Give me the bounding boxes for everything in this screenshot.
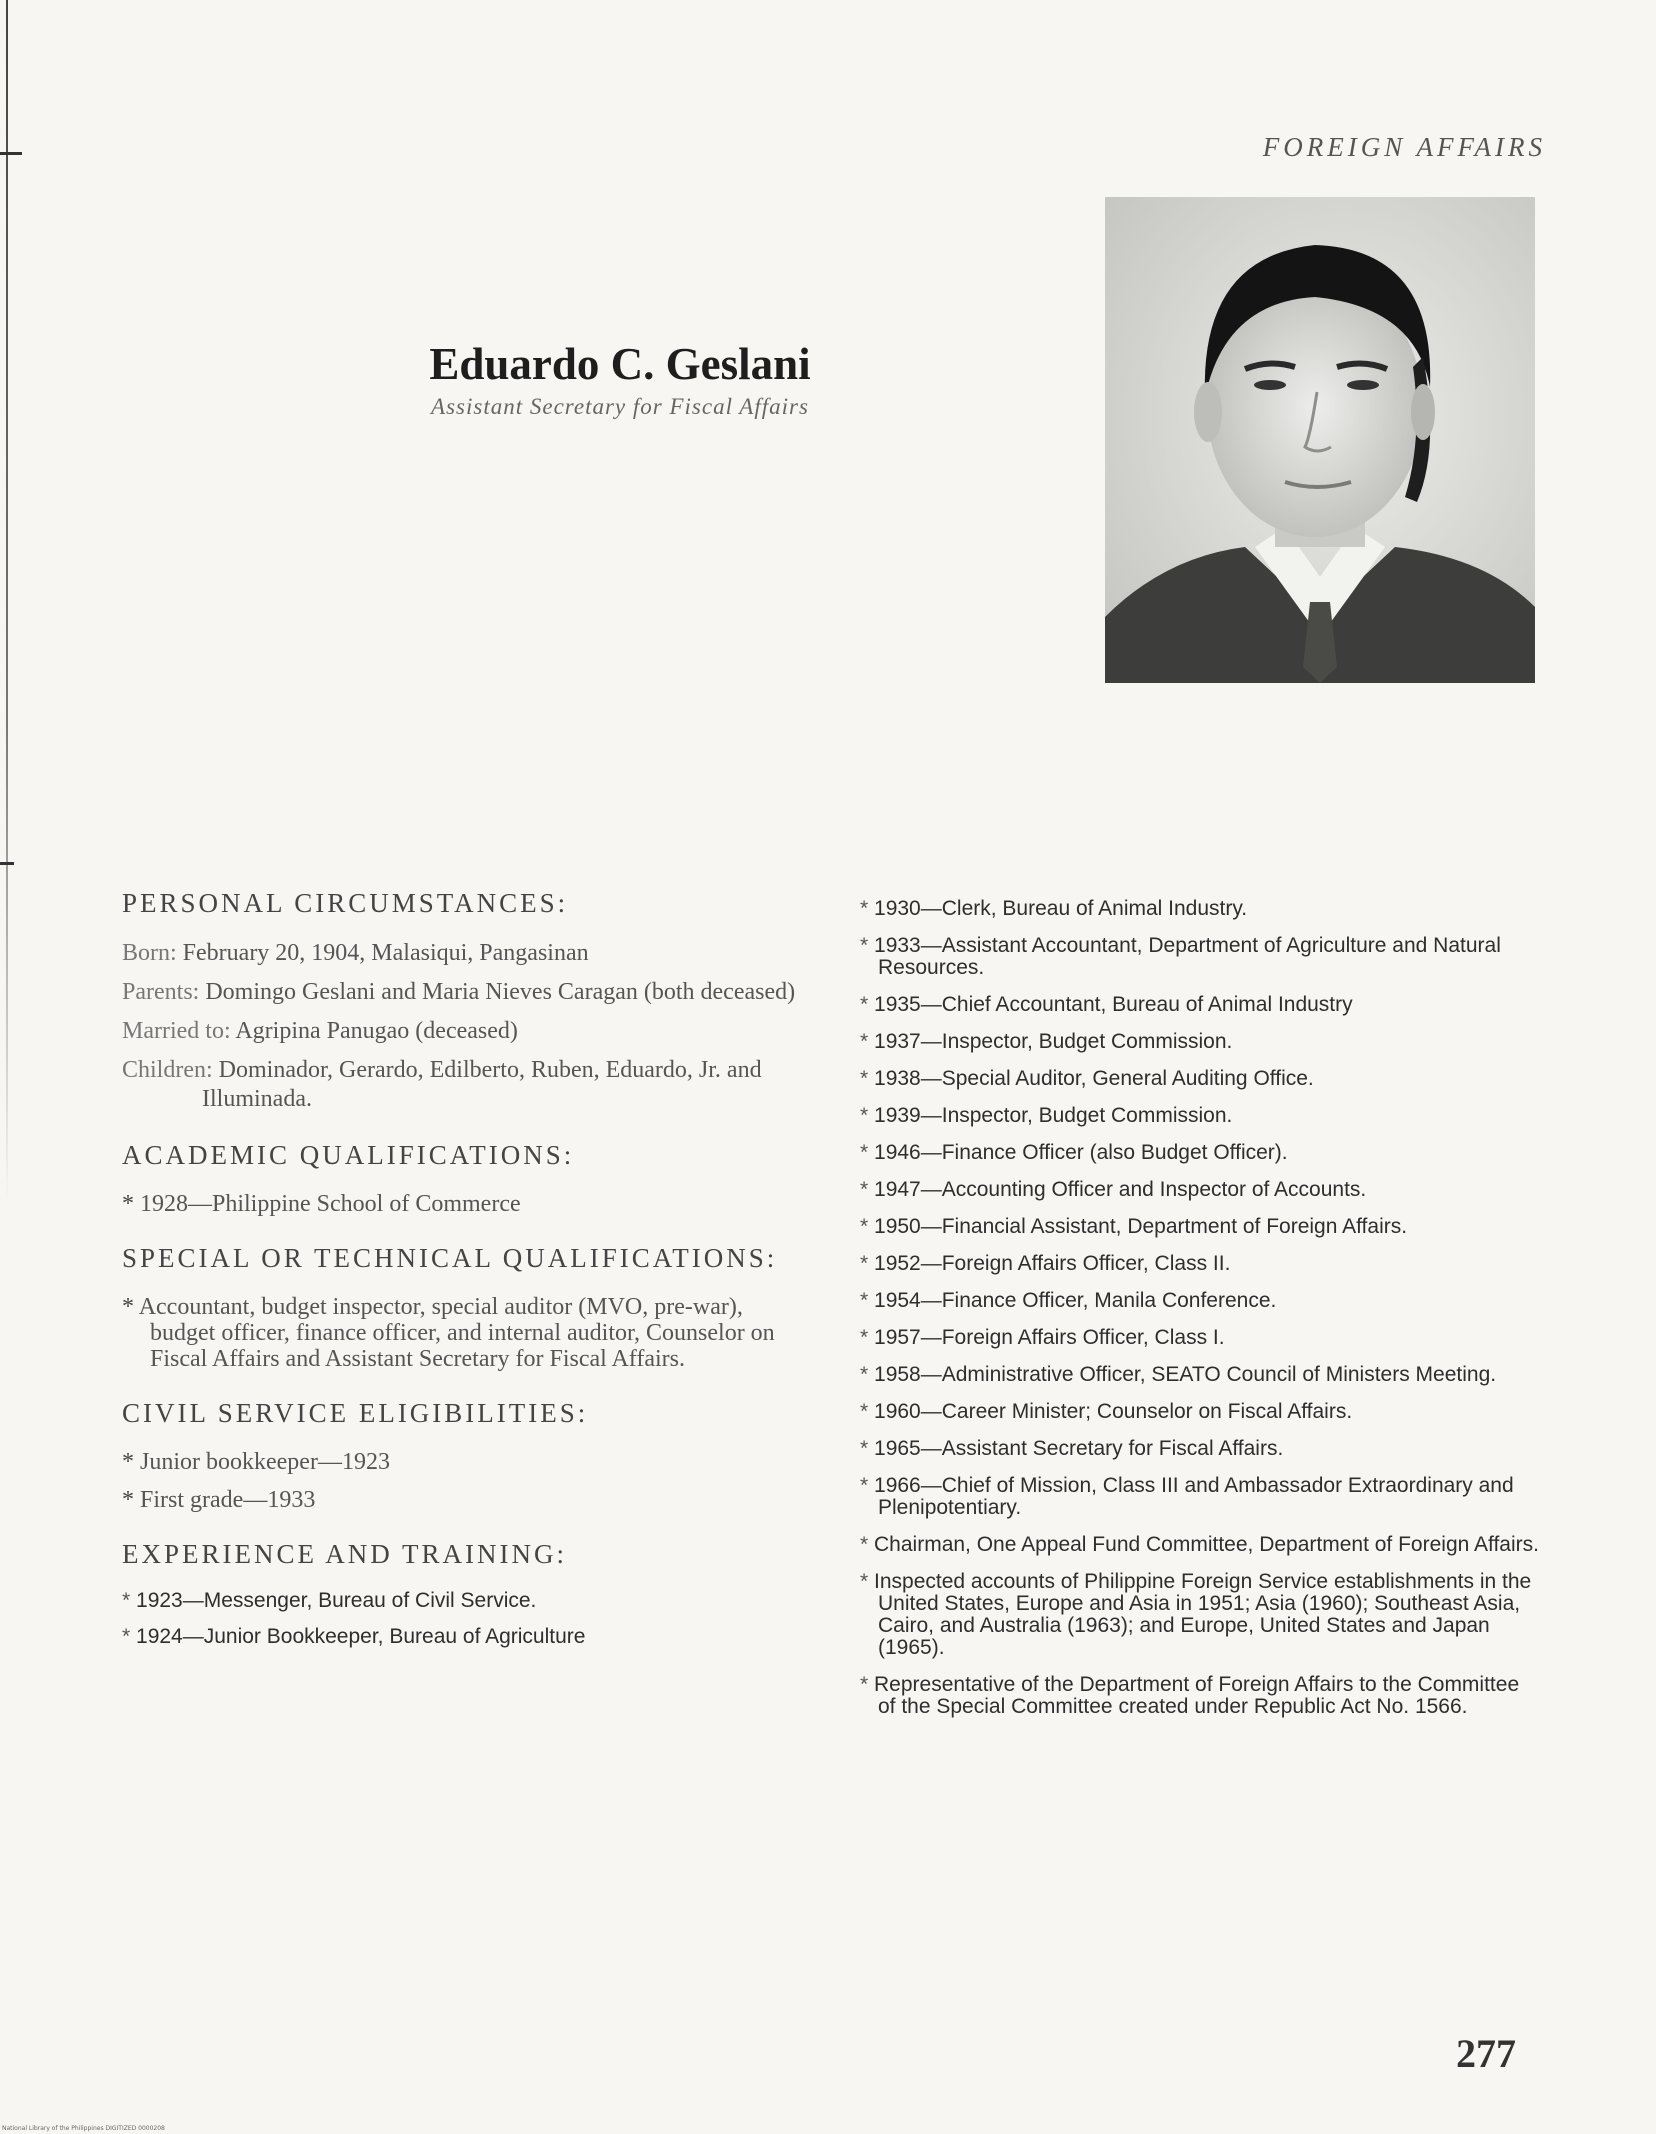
parents-label: Parents: [122, 979, 200, 1005]
experience-item: * 1966—Chief of Mission, Class III and Ambassador Extraordinary and Plenipotentiary. [860, 1475, 1540, 1519]
experience-item: * 1930—Clerk, Bureau of Animal Industry. [860, 898, 1540, 920]
married-line [122, 1017, 802, 1046]
civil-heading: CIVIL SERVICE ELIGIBILITIES: [122, 1398, 589, 1428]
experience-item: * Representative of the Department of Foreign Affairs to the Committee of the Special Committee created under Republic Act No. 1566. [860, 1674, 1540, 1718]
academic-item: * 1928—Philippine School of Commerce [122, 1191, 802, 1217]
right-column [860, 898, 1540, 1733]
person-title: Assistant Secretary for Fiscal Affairs [431, 394, 809, 419]
experience-heading: EXPERIENCE AND TRAINING: [122, 1539, 567, 1569]
experience-item: * 1960—Career Minister; Counselor on Fiscal Affairs. [860, 1401, 1540, 1423]
born-label: Born: [122, 940, 177, 966]
civil-item: * First grade—1933 [122, 1487, 802, 1513]
experience-item: * Chairman, One Appeal Fund Committee, Department of Foreign Affairs. [860, 1534, 1540, 1556]
person-name: Eduardo C. Geslani [429, 339, 811, 389]
portrait-drawing [1105, 197, 1535, 683]
parents-value: Domingo Geslani and Maria Nieves Caragan (both deceased) [205, 979, 796, 1005]
parents-line [122, 978, 802, 1007]
experience-item: * 1923—Messenger, Bureau of Civil Service. [122, 1590, 802, 1612]
born-value: February 20, 1904, Malasiqui, Pangasinan [182, 940, 589, 966]
experience-item: * 1939—Inspector, Budget Commission. [860, 1105, 1540, 1127]
civil-item: * Junior bookkeeper—1923 [122, 1449, 802, 1475]
experience-item: * 1952—Foreign Affairs Officer, Class II. [860, 1253, 1540, 1275]
title-block [370, 338, 870, 420]
special-heading: SPECIAL OR TECHNICAL QUALIFICATIONS: [122, 1243, 778, 1273]
experience-item: * 1957—Foreign Affairs Officer, Class I. [860, 1327, 1540, 1349]
experience-item: * 1933—Assistant Accountant, Department of Agriculture and Natural Resources. [860, 935, 1540, 979]
special-item: * Accountant, budget inspector, special auditor (MVO, pre-war), budget officer, finance officer, and internal auditor, Counselor on Fiscal Affairs and Assistant Secretary for Fiscal Affairs. [122, 1294, 802, 1372]
page-number: 277 [1456, 2031, 1516, 2076]
children-line [122, 1056, 802, 1114]
experience-item: * 1924—Junior Bookkeeper, Bureau of Agriculture [122, 1626, 802, 1648]
binding-mark [0, 152, 22, 155]
married-value: Agripina Panugao (deceased) [235, 1018, 518, 1044]
experience-item: * 1965—Assistant Secretary for Fiscal Affairs. [860, 1438, 1540, 1460]
experience-item: * 1950—Financial Assistant, Department of Foreign Affairs. [860, 1216, 1540, 1238]
experience-item: * 1935—Chief Accountant, Bureau of Animal Industry [860, 994, 1540, 1016]
children-value: Dominador, Gerardo, Edilberto, Ruben, Eduardo, Jr. and Illuminada. [202, 1057, 762, 1112]
personal-heading: PERSONAL CIRCUMSTANCES: [122, 888, 569, 918]
section-header: FOREIGN AFFAIRS [1262, 132, 1546, 162]
experience-item: * 1958—Administrative Officer, SEATO Council of Ministers Meeting. [860, 1364, 1540, 1386]
children-label: Children: [122, 1057, 213, 1083]
experience-item: * 1954—Finance Officer, Manila Conference. [860, 1290, 1540, 1312]
married-label: Married to: [122, 1018, 231, 1044]
experience-item: * 1938—Special Auditor, General Auditing Office. [860, 1068, 1540, 1090]
left-column [122, 888, 802, 1662]
page-binding-edge [6, 0, 8, 1200]
academic-heading: ACADEMIC QUALIFICATIONS: [122, 1140, 575, 1170]
experience-item: * Inspected accounts of Philippine Foreign Service establishments in the United States, Europe and Asia in 1951; Asia (1960); Southeast Asia, Cairo, and Australia (1963); and Europe, United States and Japan (1965). [860, 1571, 1540, 1659]
experience-item: * 1937—Inspector, Budget Commission. [860, 1031, 1540, 1053]
portrait-photo [1105, 197, 1535, 683]
archive-stamp: National Library of the Philippines DIGITIZED 0000208 [2, 2125, 165, 2132]
binding-mark [0, 862, 14, 865]
experience-item: * 1946—Finance Officer (also Budget Officer). [860, 1142, 1540, 1164]
experience-item: * 1947—Accounting Officer and Inspector of Accounts. [860, 1179, 1540, 1201]
born-line [122, 939, 802, 968]
